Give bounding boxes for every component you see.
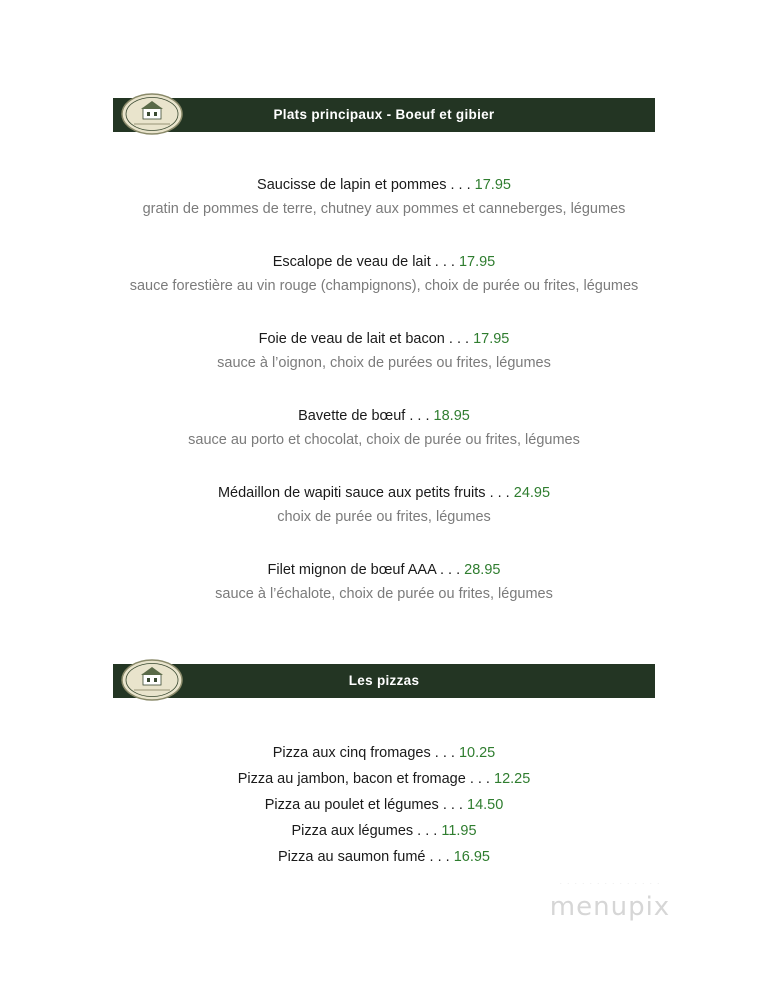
section-title: Les pizzas: [348, 673, 420, 688]
dish-description: sauce à l’oignon, choix de purées ou frites, légumes: [217, 355, 551, 371]
dish-price: 17.95: [473, 331, 510, 347]
pizza-list: [0, 740, 768, 870]
dish-price: 17.95: [474, 177, 511, 193]
dish-price: 18.95: [433, 408, 470, 424]
menu-item: [0, 250, 768, 298]
dish-description: gratin de pommes de terre, chutney aux pommes et canneberges, légumes: [142, 201, 626, 217]
section-header-main-dishes: [113, 98, 655, 132]
menu-item: [0, 481, 768, 529]
dish-name: Escalope de veau de lait . . .: [272, 254, 459, 270]
pizza-price: 14.50: [467, 797, 504, 813]
section-header-pizzas: [113, 664, 655, 698]
pizza-name: Pizza aux cinq fromages . . .: [272, 745, 459, 761]
pizza-price: 11.95: [441, 823, 477, 839]
menu-item: [0, 558, 768, 606]
watermark-brand: menupix: [549, 892, 671, 922]
list-item: [0, 766, 768, 792]
dish-price: 28.95: [464, 562, 501, 578]
pizza-name: Pizza aux légumes . . .: [291, 823, 442, 839]
list-item: [0, 792, 768, 818]
pizza-price: 12.25: [494, 771, 531, 787]
dish-description: choix de purée ou frites, légumes: [277, 509, 491, 525]
dish-name: Bavette de bœuf . . .: [298, 408, 434, 424]
dish-price: 17.95: [458, 254, 496, 270]
pizza-name: Pizza au poulet et légumes . . .: [264, 797, 467, 813]
list-item: [0, 818, 768, 844]
list-item: [0, 740, 768, 766]
dish-price: 24.95: [513, 485, 551, 501]
list-item: [0, 844, 768, 870]
watermark: [520, 876, 700, 932]
section-title: Plats principaux - Boeuf et gibier: [273, 107, 495, 122]
dish-name: Filet mignon de bœuf AAA . . .: [267, 562, 465, 578]
menu-item: [0, 327, 768, 375]
dish-name: Foie de veau de lait et bacon . . .: [258, 331, 474, 347]
dish-description: sauce à l’échalote, choix de purée ou frites, légumes: [215, 586, 553, 602]
pizza-name: Pizza au jambon, bacon et fromage . . .: [237, 771, 494, 787]
menu-item: [0, 404, 768, 452]
pizza-price: 16.95: [453, 849, 490, 865]
pizza-price: 10.25: [458, 745, 496, 761]
dish-name: Saucisse de lapin et pommes . . .: [257, 177, 475, 193]
pizza-name: Pizza au saumon fumé . . .: [278, 849, 454, 865]
dish-name: Médaillon de wapiti sauce aux petits fruits . . .: [217, 485, 514, 501]
menu-item: [0, 173, 768, 221]
dish-description: sauce au porto et chocolat, choix de purée ou frites, légumes: [188, 432, 580, 448]
dish-description: sauce forestière au vin rouge (champignons), choix de purée ou frites, légumes: [129, 278, 639, 294]
watermark-faint-line: · · · · · · · · · · · · · ·: [559, 878, 661, 888]
